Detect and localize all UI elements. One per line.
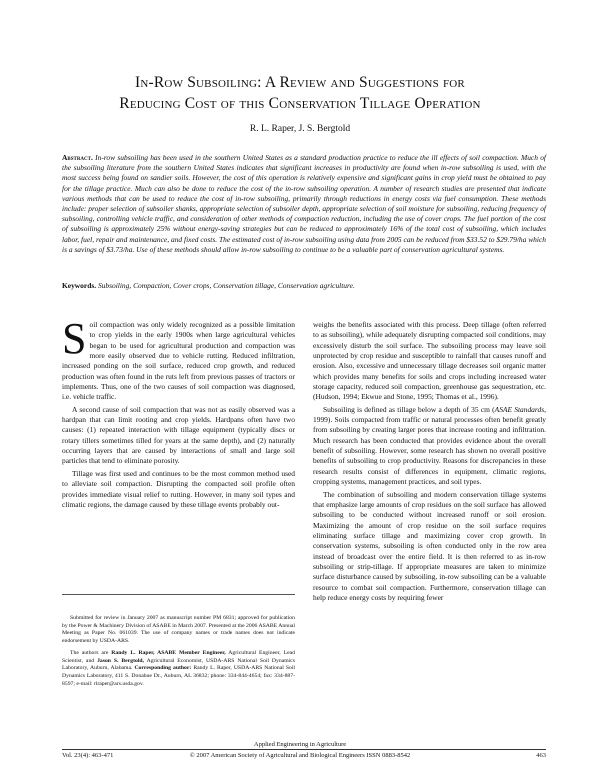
keywords (62, 281, 546, 291)
paragraph-text: , 1999). Soils compacted from traffic or natural processes often benefit greatly from subsoiling by creating larger pores that increase rooting and infiltration. Much research has been conducted that provides evidence about the overall benefit of subsoiling. However, some research has shown no overall positive benefits of subsoiling to crop productivity. Reasons for discrepancies in these research results consist of differences in equipment, climatic regions, cropping systems, management practices, and soil types. (313, 404, 546, 487)
footnotes (62, 615, 295, 692)
paragraph: Tillage was first used and continues to be the most common method used to alleviate soil compaction. Disrupting the compacted soil profile often provides immediate visual relief to rutting. However, in many soil types and climatic regions, the damage caused by these tillage events probably out- (62, 468, 295, 509)
paragraph (313, 405, 546, 488)
journal-name: Applied Engineering in Agriculture (253, 741, 347, 748)
footnote-text: Agricultural Engineer, Lead Scientist, and (62, 649, 295, 664)
title-line-1: In-Row Subsoiling: A Review and Suggestions for (135, 74, 465, 91)
corresponding-author-label: Corresponding author: (134, 665, 192, 672)
paragraph (62, 314, 295, 403)
paper-title (40, 72, 560, 114)
footer-divider (62, 749, 546, 750)
paragraph-text: oil compaction was only widely recognized as a possible limitation to crop yields in the early 1900s when large agricultural vehicles began to be used for agricultural production and compaction was more easily observed due to vehicle rutting. Reduced infiltration, increased ponding on the soil surface, reduced crop growth, and reduced production was often found in the ruts left from previous passes of tractors or implements. Thus, one of the two causes of soil compaction was diagnosed, i.e. vehicle traffic. (62, 320, 295, 402)
author-name: Randy L. Raper, ASABE Member Engineer, (111, 649, 226, 656)
keywords-text: Subsoiling, Compaction, Cover crops, Conservation tillage, Conservation agriculture. (97, 281, 355, 290)
footnote-text: The authors are (70, 649, 112, 656)
copyright: © 2007 American Society of Agricultural and Biological Engineers ISSN 0883-8542 (189, 752, 411, 759)
footnote-text: Randy L. Raper, USDA-ARS National Soil Dynamics Laboratory, 411 S. Donahue Dr., Auburn, AL 36832; phone: 334-844-4654; fax: 334-887-8597; e-mail: rlraper@ars.usda.gov. (62, 665, 296, 687)
abstract-text: In-row subsoiling has been used in the southern United States as a standard production practice to reduce the ill effects of soil compaction. Much of the subsoiling literature from the southern United States indicates that significant increases in productivity are found when in-row subsoiling is used, with the most success being found on sandier soils. However, the cost of this operation is relatively expensive and significant gains in crop yield must be obtained to pay for the tillage practice. Much can also be done to reduce the cost of the in-row subsoiling operation. A number of research studies are presented that indicate various methods that can be used to reduce the cost of in-row subsoiling, primarily through reductions in energy costs via fuel consumption. These methods include: proper selection of subsoiler shanks, appropriate selection of subsoiler depth, appropriate selection of soil moisture for subsoiling, reducing frequency of subsoiling, controlling vehicle traffic, and consideration of other methods of compaction reduction, including the use of cover crops. The fuel portion of the cost of subsoiling is approximately 25% without energy-saving strategies but can be reduced to approximately 16% of the total cost of subsoiling, which includes labor, fuel, repair and maintenance, and fixed costs. The estimated cost of in-row subsoiling using data from 2005 can be reduced from $33.52 to $29.79/ha which is a savings of $3.73/ha. Use of these methods should allow in-row subsoiling to continue to be a valuable part of conservation agricultural systems. (62, 153, 546, 254)
author-list: R. L. Raper, J. S. Bergtold (249, 124, 351, 134)
footnote-authors (62, 650, 295, 689)
abstract-label: Abstract. (62, 153, 93, 162)
paragraph: weighs the benefits associated with this process. Deep tillage (often referred to as subsoiling), while adequately disrupting compacted soil conditions, may excessively disturb the soil surface. The subsoiling process may leave soil unprotected by crop residue and susceptible to rainfall that causes runoff and erosion. Also, excessive and unnecessary tillage decreases soil organic matter which provides many benefits for soils and crops including increased water storage capacity, reduced soil compaction, greenhouse gas sequestration, etc. (Hudson, 1994; Ekwue and Stone, 1995; Thomas et al., 1996). (313, 320, 546, 402)
page-number: 463 (536, 752, 546, 759)
volume-info: Vol. 23(4): 463-471 (62, 752, 114, 759)
footnote-text: Agricultural Economist, USDA-ARS National Soil Dynamics Laboratory, Auburn, Alabama. (62, 657, 295, 672)
footnote-submission: Submitted for review in January 2007 as manuscript number PM 6831; approved for publication by the Power & Machinery Division of ASABE in March 2007. Presented at the 2006 ASABE Annual Meeting as Paper No. 061039. The use of company names or trade names does not indicate endorsement by USDA-ARS. (62, 615, 296, 645)
title-line-2: Reducing Cost of this Conservation Tillage Operation (119, 95, 481, 112)
drop-cap: S (62, 314, 87, 363)
keywords-label: Keywords. (62, 281, 97, 290)
footnote-divider (62, 594, 295, 595)
body-column-left (62, 314, 295, 510)
paragraph: A second cause of soil compaction that was not as easily observed was a hardpan that can limit rooting and crop yields. Hardpans often have two causes: (1) repeated interaction with tillage equipment (typically discs or rotary tillers sometimes tilled for years at the same depth), and (2) naturally occurring layers that are caused by interactions of small and large soil particles that tend to eliminate porosity. (62, 404, 295, 466)
body-column-right (313, 320, 546, 603)
paragraph-text: Subsoiling is defined as tillage below a depth of 35 cm ( (323, 404, 495, 414)
citation: ASAE Standards (494, 404, 545, 414)
author-name: Jason S. Bergtold, (97, 657, 144, 664)
paragraph: The combination of subsoiling and modern conservation tillage systems that emphasize large amounts of crop residues on the soil surface has allowed subsoiling to be conducted without increased runoff or soil erosion. Maximizing the amount of crop residue on the soil surface requires eliminating surface tillage and maximizing cover crop growth. In conservation systems, subsoiling is often conducted only in the row area instead of broadcast over the entire field. It is then referred to as in-row subsoiling or strip-tillage. If appropriate measures are taken to minimize surface disturbance caused by subsoiling, in-row subsoiling can be a valuable resource to combat soil compaction. Furthermore, conservation tillage can help reduce energy costs by requiring fewer (313, 489, 546, 602)
abstract (62, 153, 546, 255)
